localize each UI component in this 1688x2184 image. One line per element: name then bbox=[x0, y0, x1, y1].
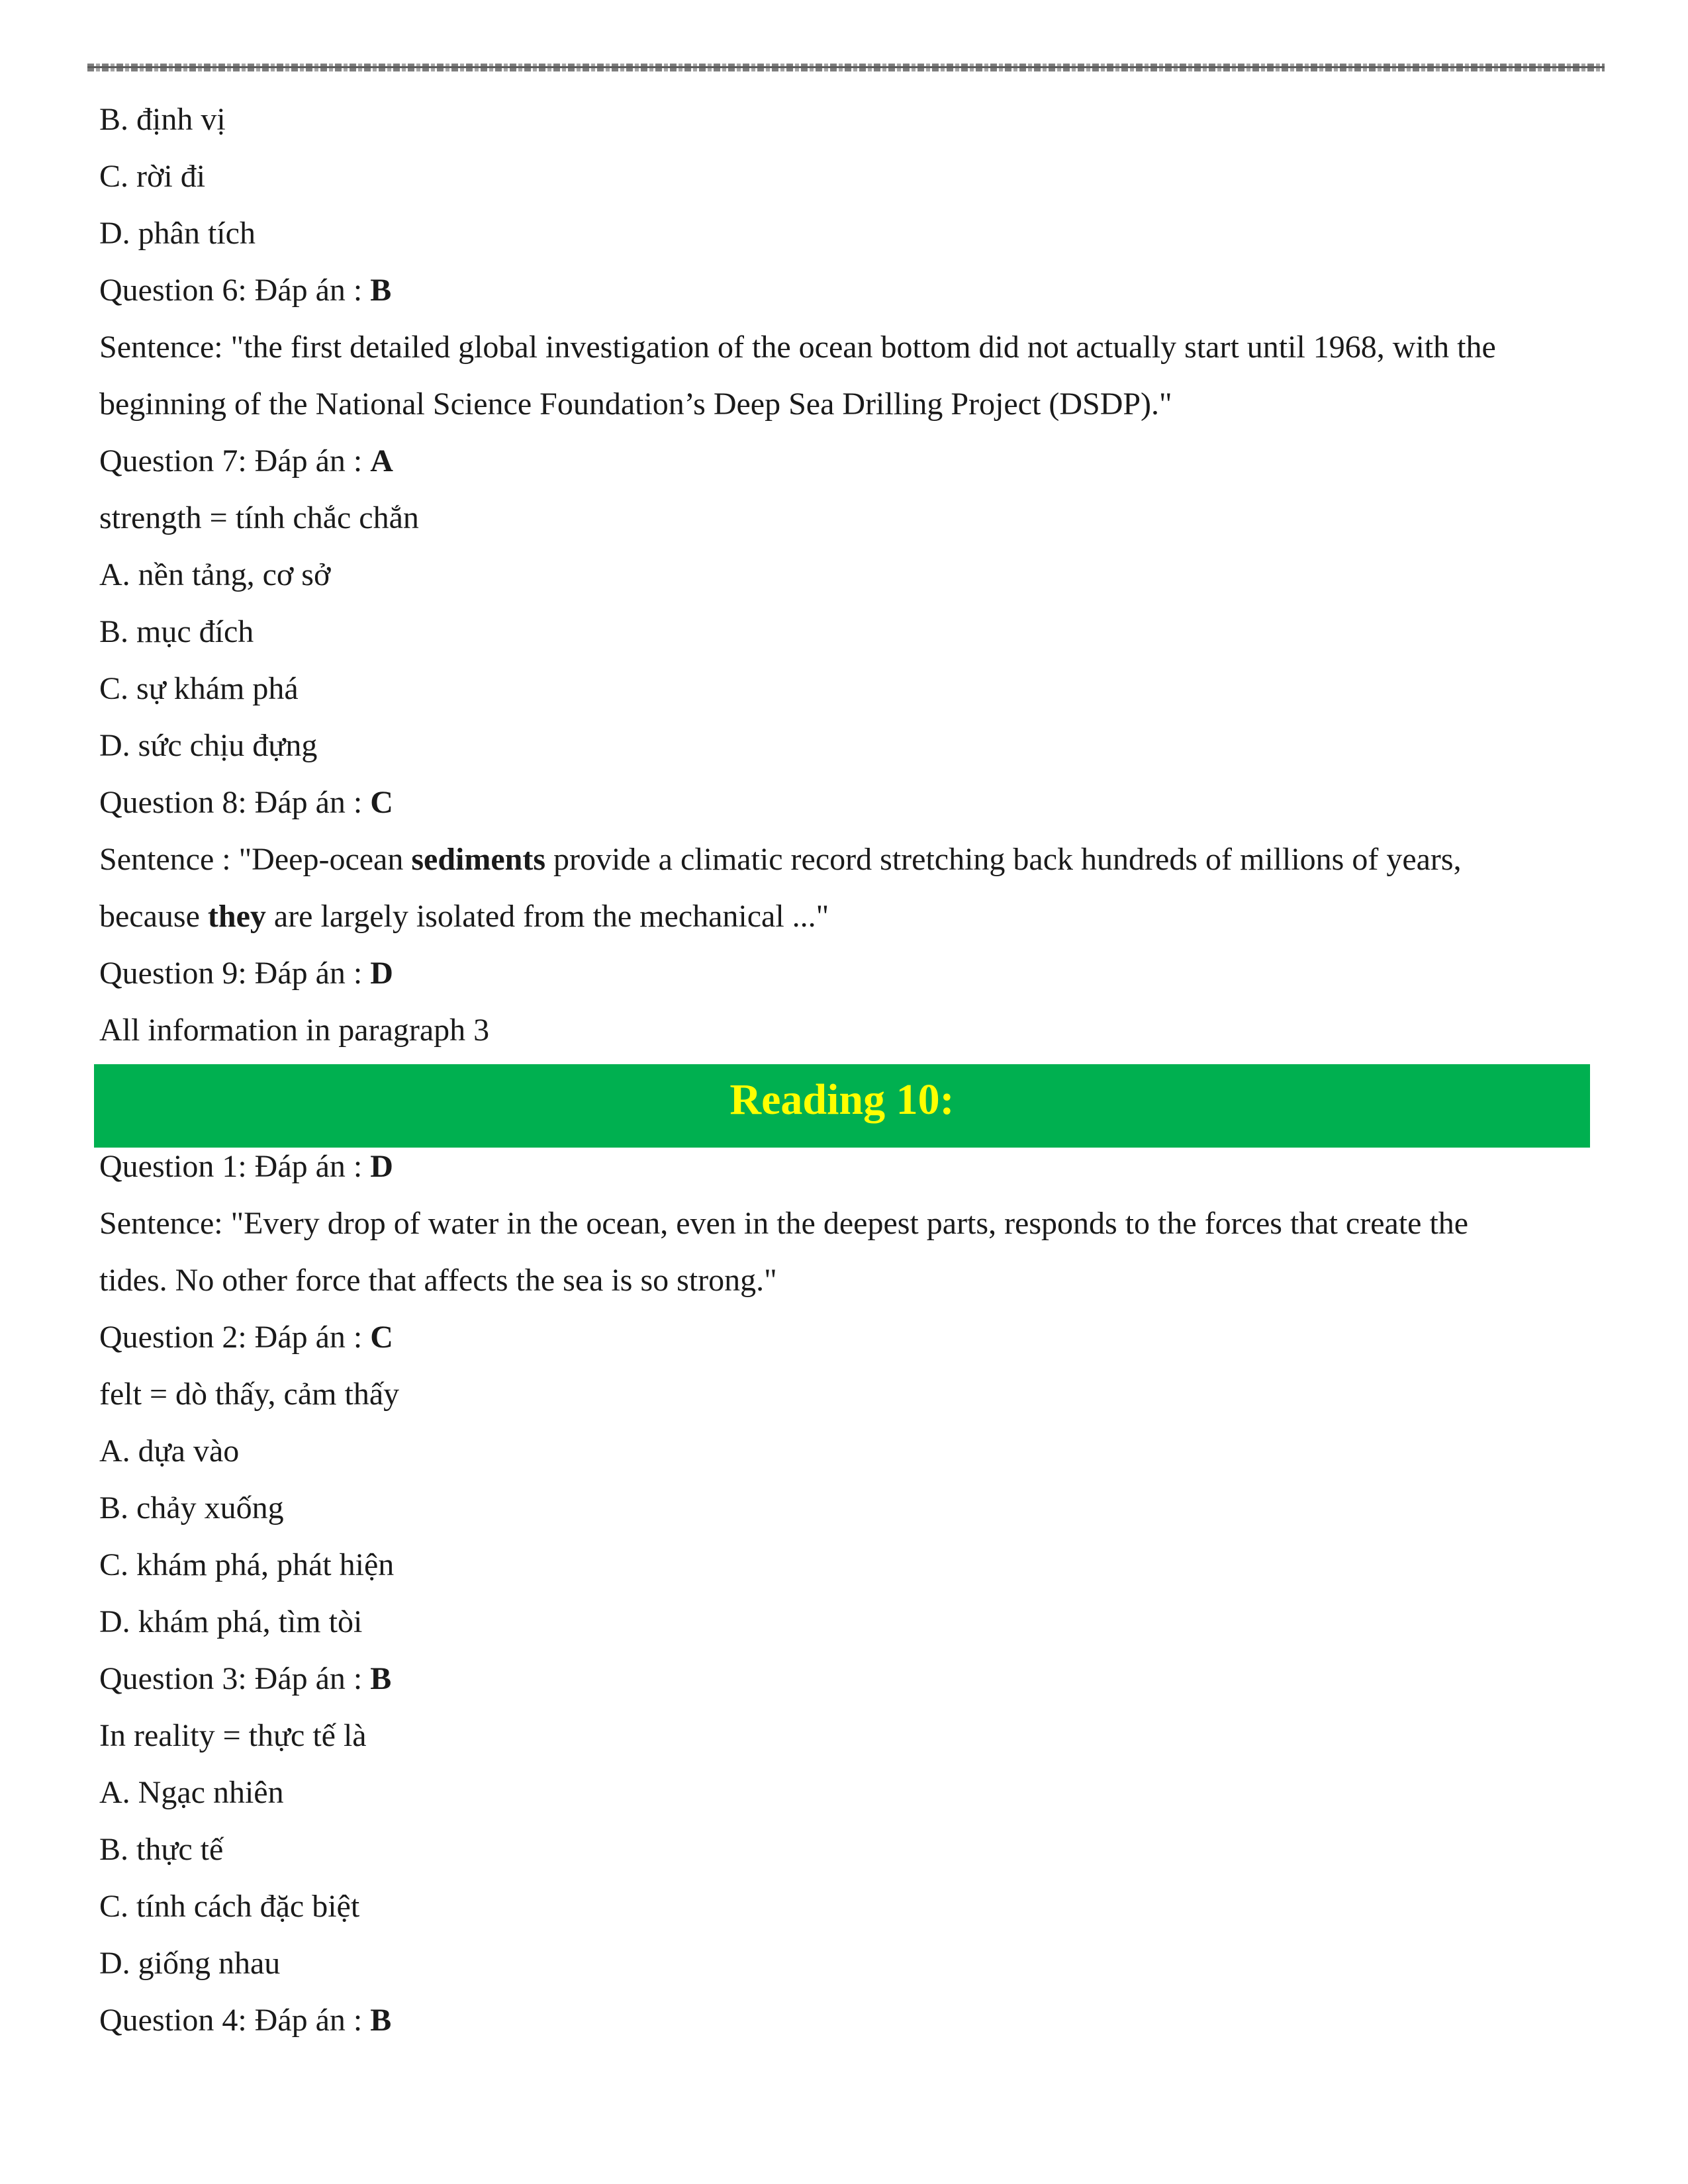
highlighted-word: they bbox=[207, 899, 266, 934]
question-label: Question 3: Đáp án : bbox=[99, 1661, 371, 1696]
question-answer-line bbox=[99, 262, 1589, 319]
question-label: Question 8: Đáp án : bbox=[99, 785, 371, 820]
option-line: A. nền tảng, cơ sở bbox=[99, 557, 331, 592]
sentence-line: tides. No other force that affects the sea is so strong." bbox=[99, 1263, 777, 1298]
option-line: B. chảy xuống bbox=[99, 1490, 284, 1525]
section-title: Reading 10: bbox=[729, 1075, 955, 1124]
answer-letter: A bbox=[370, 443, 393, 478]
question-label: Question 6: Đáp án : bbox=[99, 273, 371, 308]
answer-letter: B bbox=[370, 1661, 392, 1696]
option-line: C. tính cách đặc biệt bbox=[99, 1889, 360, 1924]
option-line: D. sức chịu đựng bbox=[99, 728, 318, 763]
question-label: Question 4: Đáp án : bbox=[99, 2003, 371, 2038]
question-answer-line bbox=[99, 945, 1589, 1002]
question-label: Question 1: Đáp án : bbox=[99, 1149, 371, 1184]
sentence-text: because bbox=[99, 899, 208, 934]
question-answer-line bbox=[99, 1992, 1589, 2049]
option-line: A. dựa vào bbox=[99, 1433, 240, 1469]
sentence-line bbox=[99, 888, 1589, 945]
note-line: All information in paragraph 3 bbox=[99, 1013, 490, 1048]
answer-letter: D bbox=[370, 1149, 393, 1184]
header-dashed-rule bbox=[87, 64, 1605, 71]
question-answer-line bbox=[99, 1309, 1589, 1366]
answer-block-reading-10 bbox=[99, 1138, 1589, 2049]
question-answer-line bbox=[99, 1138, 1589, 1195]
question-answer-line bbox=[99, 1651, 1589, 1707]
sentence-text: Sentence : "Deep-ocean bbox=[99, 842, 412, 877]
answer-letter: B bbox=[370, 2003, 392, 2038]
vocab-line: strength = tính chắc chắn bbox=[99, 500, 419, 535]
question-answer-line bbox=[99, 433, 1589, 490]
sentence-text: are largely isolated from the mechanical ..." bbox=[265, 899, 829, 934]
question-answer-line bbox=[99, 774, 1589, 831]
answer-letter: B bbox=[370, 273, 392, 308]
option-line: B. định vị bbox=[99, 102, 226, 137]
option-line: D. giống nhau bbox=[99, 1946, 281, 1981]
answer-block-reading-9 bbox=[99, 91, 1589, 1059]
vocab-line: felt = dò thấy, cảm thấy bbox=[99, 1377, 400, 1412]
option-line: C. khám phá, phát hiện bbox=[99, 1547, 395, 1582]
question-label: Question 9: Đáp án : bbox=[99, 956, 371, 991]
sentence-text: provide a climatic record stretching back hundreds of millions of years, bbox=[545, 842, 1462, 877]
sentence-line: Sentence: "Every drop of water in the ocean, even in the deepest parts, responds to the forces that create the bbox=[99, 1206, 1469, 1241]
option-line: D. phân tích bbox=[99, 216, 256, 251]
option-line: B. mục đích bbox=[99, 614, 254, 649]
option-line: B. thực tế bbox=[99, 1832, 224, 1867]
answer-letter: C bbox=[370, 1320, 393, 1355]
section-banner bbox=[94, 1064, 1590, 1148]
vocab-line: In reality = thực tế là bbox=[99, 1718, 367, 1753]
sentence-line: Sentence: "the first detailed global investigation of the ocean bottom did not actually start until 1968, with the bbox=[99, 330, 1496, 365]
option-line: A. Ngạc nhiên bbox=[99, 1775, 284, 1810]
question-label: Question 2: Đáp án : bbox=[99, 1320, 371, 1355]
highlighted-word: sediments bbox=[411, 842, 546, 877]
question-label: Question 7: Đáp án : bbox=[99, 443, 371, 478]
answer-letter: D bbox=[370, 956, 393, 991]
sentence-line: beginning of the National Science Foundation’s Deep Sea Drilling Project (DSDP)." bbox=[99, 387, 1172, 422]
option-line: C. rời đi bbox=[99, 159, 206, 194]
option-line: D. khám phá, tìm tòi bbox=[99, 1604, 363, 1639]
sentence-line bbox=[99, 831, 1589, 888]
option-line: C. sự khám phá bbox=[99, 671, 299, 706]
answer-letter: C bbox=[370, 785, 393, 820]
